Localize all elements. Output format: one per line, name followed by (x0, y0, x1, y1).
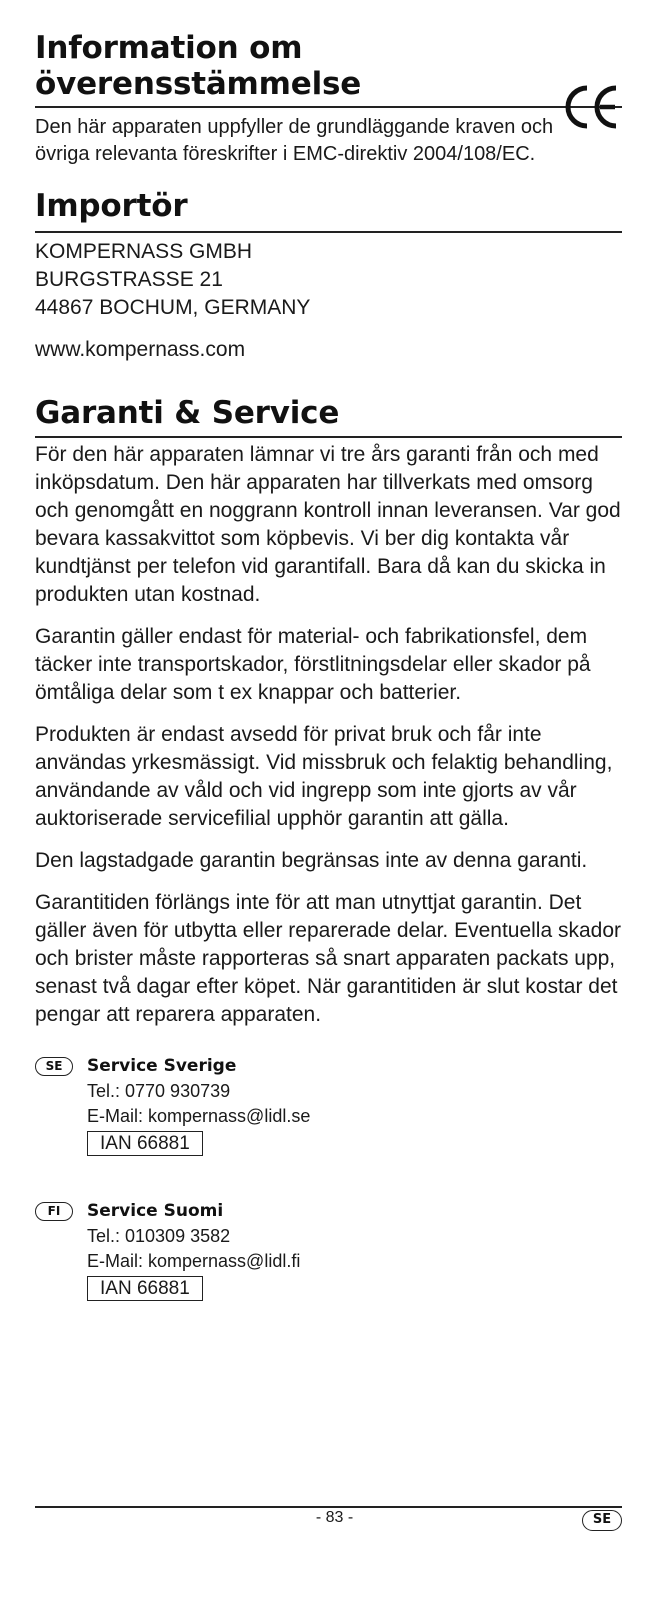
importer-section (35, 188, 622, 364)
warranty-paragraph: Produkten är endast avsedd för privat bruk och får inte användas yrkesmässigt. Vid missbruk och felaktig behandling, användande av våld och vid ingrepp som inte gjorts av vår auktoriserade servicefilial upphör garantin att gälla. (35, 723, 613, 830)
conformity-rule (35, 106, 622, 108)
importer-rule (35, 231, 622, 233)
importer-heading: Importör (35, 188, 188, 224)
warranty-paragraph: Garantin gäller endast för material- och fabrikationsfel, dem täcker inte transportskador, förstlitningsdelar eller skador på ömtåliga delar som t ex knappar och batterier. (35, 625, 591, 704)
service-email: E-Mail: kompernass@lidl.se (87, 1106, 311, 1126)
warranty-paragraph: Garantitiden förlängs inte för att man utnyttjat garantin. Det gäller även för utbytta eller reparerade delar. Eventuella skador och brister måste rapporteras så snart apparaten packats upp, senast två dagar efter köpet. När garantitiden är slut kostar det pengar att reparera apparaten. (35, 891, 622, 1026)
ce-mark-icon (560, 82, 622, 132)
service-details (87, 1199, 300, 1301)
service-email: E-Mail: kompernass@lidl.fi (87, 1251, 301, 1271)
warranty-rule (35, 436, 622, 438)
service-details (87, 1054, 310, 1156)
country-badge-fi: FI (35, 1202, 73, 1221)
warranty-paragraph: För den här apparaten lämnar vi tre års garanti från och med inköpsdatum. Den här apparaten har tillverkats med omsorg och genomgått en noggrann kontroll innan leveransen. Var god bevara kassakvittot som köpbevis. Vi ber dig kontakta vår kundtjänst per telefon vid garantifall. Bara då kan du skicka in produkten utan kostnad. (35, 443, 621, 606)
warranty-paragraph: Den lagstadgade garantin begränsas inte av denna garanti. (35, 849, 588, 872)
service-phone: Tel.: 010309 3582 (87, 1226, 231, 1246)
importer-address-line: KOMPERNASS GMBH (35, 240, 253, 263)
service-title: Service Suomi (87, 1201, 224, 1221)
conformity-text: Den här apparaten uppfyller de grundläggande kraven och övriga relevanta föreskrifter i EMC-direktiv 2004/108/EC. (35, 116, 554, 165)
importer-address-line: 44867 BOCHUM, GERMANY (35, 296, 311, 319)
warranty-heading: Garanti & Service (35, 395, 340, 431)
page-number: - 83 - (315, 1509, 354, 1526)
footer-country-badge: SE (582, 1510, 622, 1531)
conformity-heading: Information om överensstämmelse (35, 30, 362, 102)
warranty-section (35, 395, 622, 1043)
service-title: Service Sverige (87, 1056, 237, 1076)
country-badge-se: SE (35, 1057, 73, 1076)
importer-website: www.kompernass.com (35, 338, 246, 361)
conformity-section (35, 30, 622, 168)
service-phone: Tel.: 0770 930739 (87, 1081, 231, 1101)
importer-address-line: BURGSTRASSE 21 (35, 268, 223, 291)
ian-box: IAN 66881 (87, 1131, 203, 1156)
ian-box: IAN 66881 (87, 1276, 203, 1301)
